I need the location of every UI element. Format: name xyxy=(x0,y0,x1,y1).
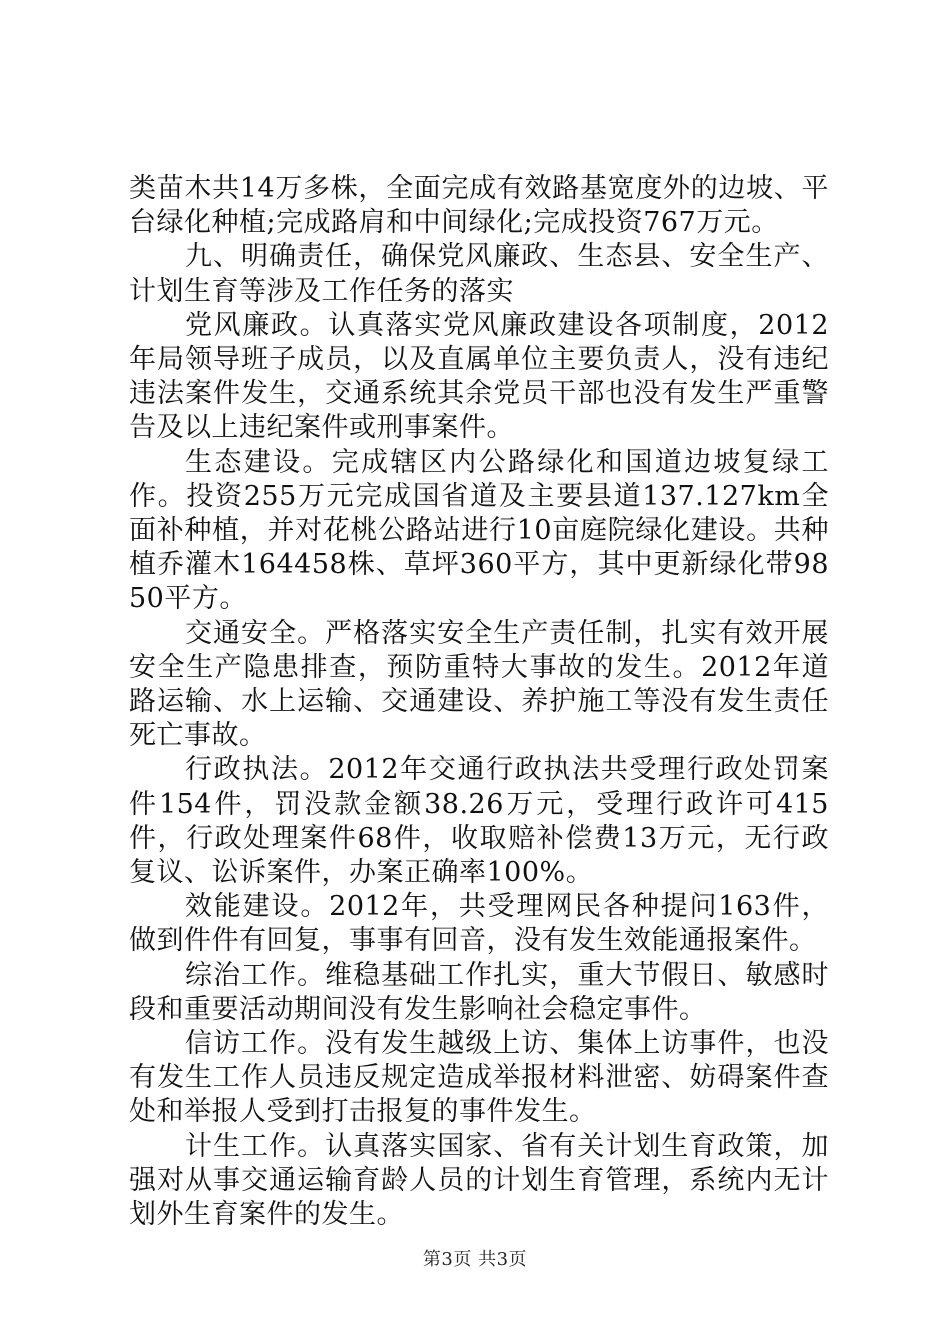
paragraph-efficiency: 效能建设。2012年，共受理网民各种提问163件，做到件件有回复，事事有回音，没有发生效能通报案件。 xyxy=(129,891,829,957)
paragraph-public-order: 综治工作。维稳基础工作扎实，重大节假日、敏感时段和重要活动期间没有发生影响社会稳定事件。 xyxy=(129,959,829,1025)
document-body xyxy=(129,172,829,1232)
section-heading-nine: 九、明确责任，确保党风廉政、生态县、安全生产、计划生育等涉及工作任务的落实 xyxy=(129,241,829,307)
page-number-footer: 第3页 共3页 xyxy=(422,1249,528,1270)
paragraph-petitions: 信访工作。没有发生越级上访、集体上访事件，也没有发生工作人员违反规定造成举报材料泄密、妨碍案件查处和举报人受到打击报复的事件发生。 xyxy=(129,1028,829,1128)
paragraph-law-enforcement: 行政执法。2012年交通行政执法共受理行政处罚案件154件，罚没款金额38.26万元，受理行政许可415件，行政处理案件68件，收取赔补偿费13万元，无行政复议、讼诉案件，办案正确率100%。 xyxy=(129,754,829,889)
paragraph-family-planning: 计生工作。认真落实国家、省有关计划生育政策，加强对从事交通运输育龄人员的计划生育管理，系统内无计划外生育案件的发生。 xyxy=(129,1130,829,1231)
paragraph-traffic-safety: 交通安全。严格落实安全生产责任制，扎实有效开展安全生产隐患排查，预防重特大事故的发生。2012年道路运输、水上运输、交通建设、养护施工等没有发生责任死亡事故。 xyxy=(129,617,829,752)
paragraph-continuation: 类苗木共14万多株，全面完成有效路基宽度外的边坡、平台绿化种植;完成路肩和中间绿化;完成投资767万元。 xyxy=(129,173,829,239)
paragraph-ecology: 生态建设。完成辖区内公路绿化和国道边坡复绿工作。投资255万元完成国省道及主要县道137.127km全面补种植，并对花桃公路站进行10亩庭院绿化建设。共种植乔灌木164458株、草坪360平方，其中更新绿化带9850平方。 xyxy=(129,446,829,615)
paragraph-party-integrity: 党风廉政。认真落实党风廉政建设各项制度，2012年局领导班子成员，以及直属单位主要负责人，没有违纪违法案件发生，交通系统其余党员干部也没有发生严重警告及以上违纪案件或刑事案件。 xyxy=(129,309,829,444)
